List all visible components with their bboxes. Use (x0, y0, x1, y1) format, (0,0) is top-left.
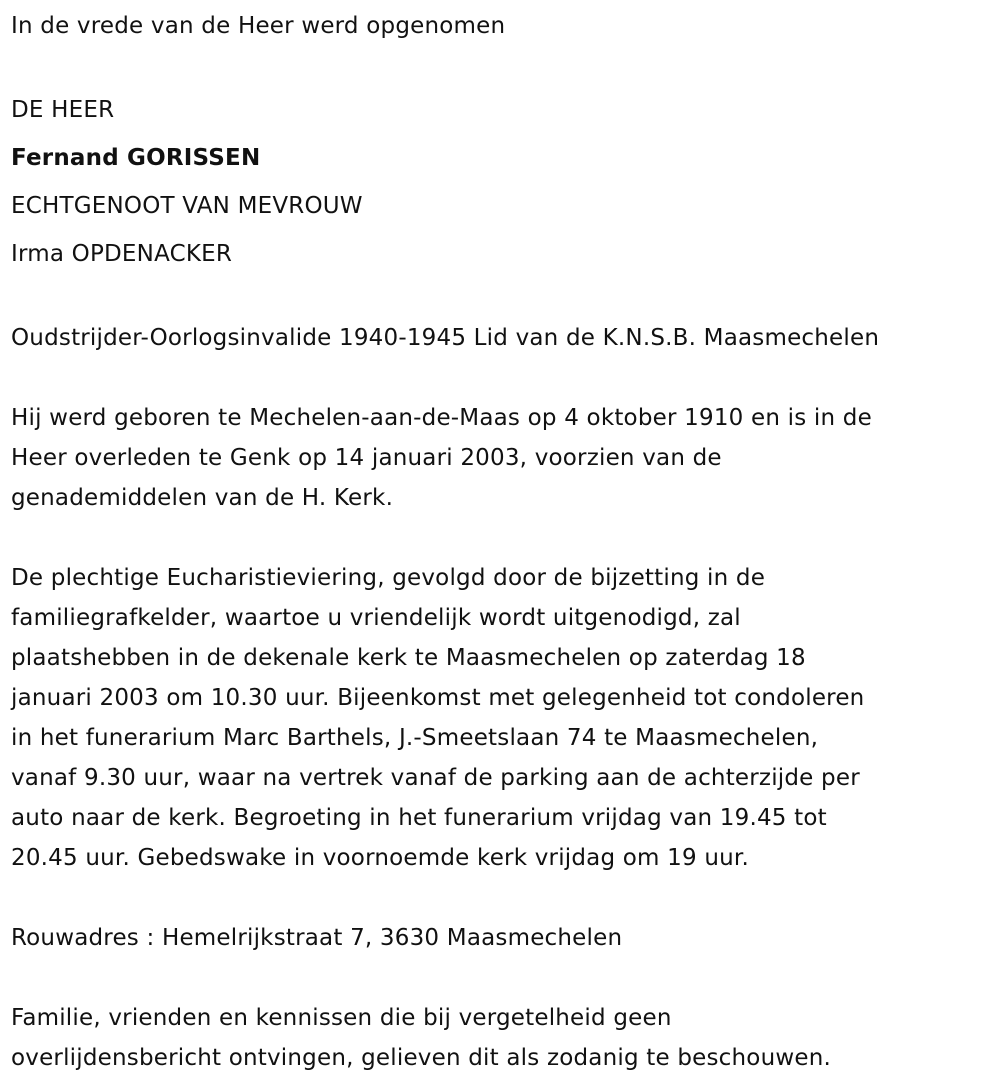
paragraph-line: januari 2003 om 10.30 uur. Bijeenkomst met gelegenheid tot condoleren (11, 685, 865, 711)
intro-text: In de vrede van de Heer werd opgenomen (11, 13, 506, 39)
spouse-name: Irma OPDENACKER (11, 241, 233, 267)
spacer (11, 46, 1000, 86)
spacer (11, 278, 1000, 318)
honorific: DE HEER (11, 97, 115, 123)
paragraph-line: plaatshebben in de dekenale kerk te Maasmechelen op zaterdag 18 (11, 645, 806, 671)
ceremony-paragraph (11, 558, 996, 878)
paragraph-line: Heer overleden te Genk op 14 januari 2003, voorzien van de (11, 445, 722, 471)
affiliation-text: Oudstrijder-Oorlogsinvalide 1940-1945 Lid van de K.N.S.B. Maasmechelen (11, 325, 880, 351)
mourning-address: Rouwadres : Hemelrijkstraat 7, 3630 Maasmechelen (11, 925, 623, 951)
paragraph-line: genademiddelen van de H. Kerk. (11, 485, 394, 511)
paragraph-line: auto naar de kerk. Begroeting in het funerarium vrijdag van 19.45 tot (11, 805, 827, 831)
paragraph-line: overlijdensbericht ontvingen, gelieven dit als zodanig te beschouwen. (11, 1045, 831, 1071)
paragraph-line: vanaf 9.30 uur, waar na vertrek vanaf de parking aan de achterzijde per (11, 765, 860, 791)
spacer (11, 358, 1000, 398)
paragraph-line: De plechtige Eucharistieviering, gevolgd door de bijzetting in de (11, 565, 766, 591)
spacer (11, 878, 1000, 918)
paragraph-line: Hij werd geboren te Mechelen-aan-de-Maas op 4 oktober 1910 en is in de (11, 405, 872, 431)
paragraph-line: familiegrafkelder, waartoe u vriendelijk wordt uitgenodigd, zal (11, 605, 741, 631)
spacer (11, 518, 1000, 558)
paragraph-line: Familie, vrienden en kennissen die bij vergetelheid geen (11, 1005, 672, 1031)
closing-paragraph (11, 998, 996, 1078)
birth-death-paragraph (11, 398, 996, 518)
deceased-name: Fernand GORISSEN (11, 145, 261, 171)
spacer (11, 958, 1000, 998)
paragraph-line: 20.45 uur. Gebedswake in voornoemde kerk vrijdag om 19 uur. (11, 845, 749, 871)
spouse-label: ECHTGENOOT VAN MEVROUW (11, 193, 363, 219)
paragraph-line: in het funerarium Marc Barthels, J.-Smeetslaan 74 te Maasmechelen, (11, 725, 819, 751)
